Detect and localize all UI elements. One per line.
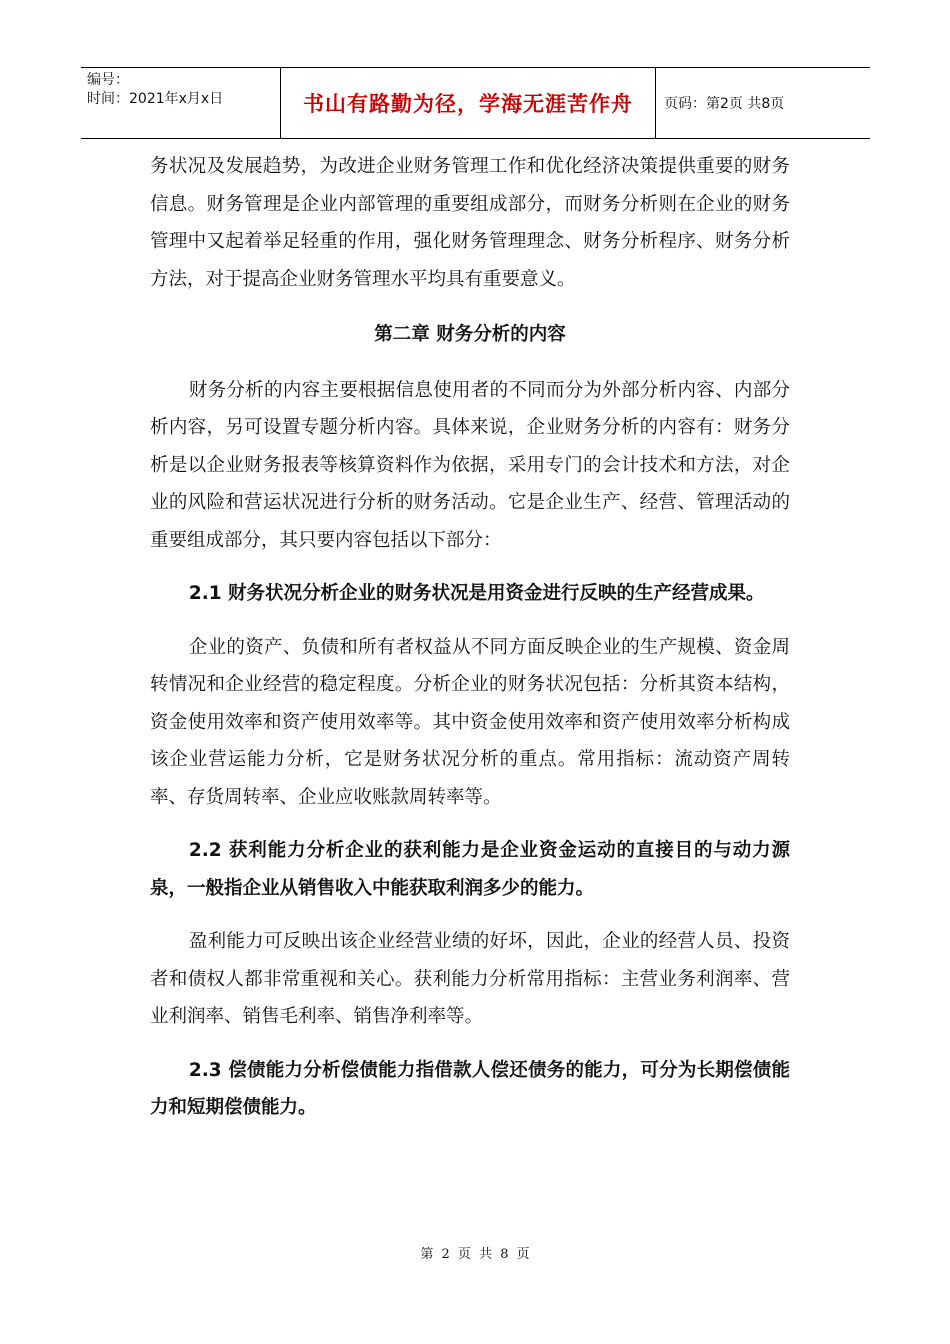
paragraph-intro-continued: 务状况及发展趋势，为改进企业财务管理工作和优化经济决策提供重要的财务信息。财务管理是企业内部管理的重要组成部分，而财务分析则在企业的财务管理中又起着举足轻重的作用，强化财务管理理念、财务分析程序、财务分析方法，对于提高企业财务管理水平均具有重要意义。 (150, 156, 790, 290)
header-motto: 书山有路勤为径，学海无涯苦作舟 (281, 68, 656, 138)
doc-number-label: 编号： (87, 72, 129, 88)
page-header (81, 67, 870, 139)
chapter-title: 第二章 财务分析的内容 (374, 324, 566, 345)
header-meta (81, 68, 281, 138)
doc-date-label: 时间：2021年x月x日 (87, 91, 224, 107)
page-footer: 第 2 页 共 8 页 (420, 1247, 530, 1262)
document-body (150, 148, 790, 1143)
section-heading-2-3: 2.3 偿债能力分析偿债能力指借款人偿还债务的能力，可分为长期偿债能力和短期偿债能力。 (150, 1059, 790, 1118)
section-heading-2-1: 2.1 财务状况分析企业的财务状况是用资金进行反映的生产经营成果。 (188, 583, 765, 604)
paragraph-profitability: 盈利能力可反映出该企业经营业绩的好坏，因此，企业的经营人员、投资者和债权人都非常重视和关心。获利能力分析常用指标：主营业务利润率、营业利润率、销售毛利率、销售净利率等。 (150, 931, 790, 1027)
section-heading-2-2: 2.2 获利能力分析企业的获利能力是企业资金运动的直接目的与动力源泉，一般指企业从销售收入中能获取利润多少的能力。 (150, 840, 790, 899)
paragraph-content-overview: 财务分析的内容主要根据信息使用者的不同而分为外部分析内容、内部分析内容，另可设置专题分析内容。具体来说，企业财务分析的内容有：财务分析是以企业财务报表等核算资料作为依据，采用专门的会计技术和方法，对企业的风险和营运状况进行分析的财务活动。它是企业生产、经营、管理活动的重要组成部分，其只要内容包括以下部分： (150, 379, 790, 551)
header-page-info: 页码：第2页 共8页 (664, 96, 785, 112)
paragraph-financial-status: 企业的资产、负债和所有者权益从不同方面反映企业的生产规模、资金周转情况和企业经营的稳定程度。分析企业的财务状况包括：分析其资本结构，资金使用效率和资产使用效率等。其中资金使用效率和资产使用效率分析构成该企业营运能力分析，它是财务状况分析的重点。常用指标：流动资产周转率、存货周转率、企业应收账款周转率等。 (150, 636, 790, 808)
